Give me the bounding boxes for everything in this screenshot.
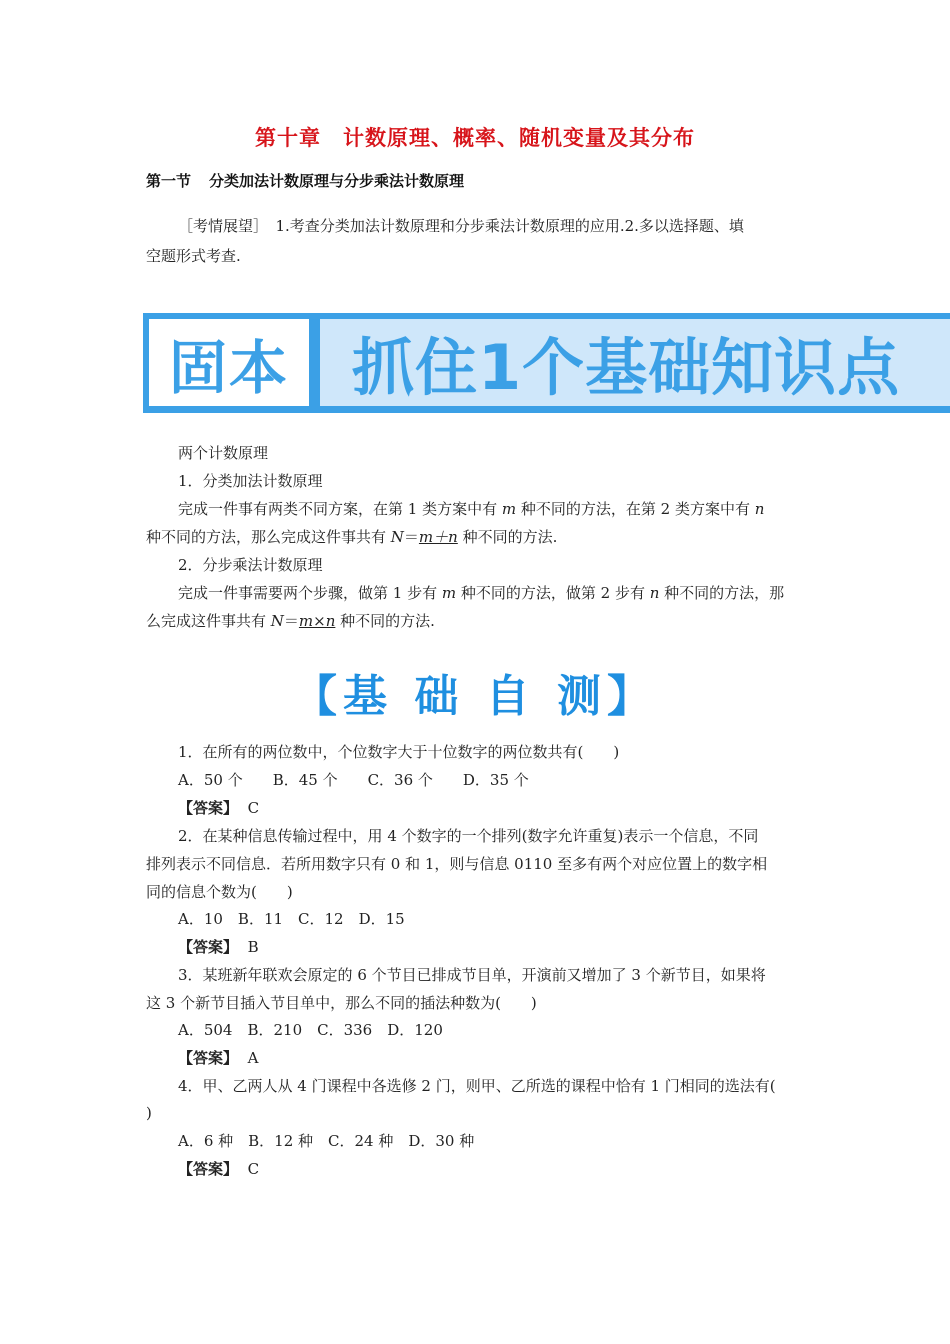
text-segment: 种不同的方法. <box>457 528 558 546</box>
question-4-stem-2: ) <box>146 1104 152 1122</box>
question-3-stem-2: 这 3 个新节目插入节目单中，那么不同的插法种数为( ) <box>146 994 537 1012</box>
text-segment: 种不同的方法，那么完成这件事共有 <box>146 528 391 546</box>
principle-1-title: 1．分类加法计数原理 <box>178 472 323 490</box>
answer-value: C <box>247 799 260 817</box>
section-name: 分类加法计数原理与分步乘法计数原理 <box>209 172 465 190</box>
text-segment: 种不同的方法，做第 2 步有 <box>456 584 650 602</box>
text-segment: 种不同的方法，那 <box>659 584 785 602</box>
question-4-stem-1: 4．甲、乙两人从 4 门课程中各选修 2 门，则甲、乙所选的课程中恰有 1 门相同的选法有( <box>178 1077 776 1095</box>
question-4-options: A．6 种 B．12 种 C．24 种 D．30 种 <box>178 1132 475 1150</box>
question-2-options: A．10 B．11 C．12 D．15 <box>178 910 405 928</box>
var-n: n <box>754 500 765 518</box>
text-segment: 完成一件事有两类不同方案，在第 1 类方案中有 <box>178 500 502 518</box>
var-N: N <box>390 528 404 546</box>
question-3-answer <box>178 1044 258 1072</box>
answer-label: 【答案】 <box>178 1049 239 1067</box>
var-N: N <box>270 612 284 630</box>
principle-1-line-1 <box>178 495 764 523</box>
question-3-options: A．504 B．210 C．336 D．120 <box>178 1021 443 1039</box>
var-n: n <box>649 584 660 602</box>
outlook-line-2: 空题形式考查. <box>146 247 241 265</box>
banner-left-panel <box>149 319 309 406</box>
question-1-answer <box>178 794 259 822</box>
equals-sign: ＝ <box>283 612 299 630</box>
text-segment: 种不同的方法，在第 2 类方案中有 <box>516 500 755 518</box>
principle-2-line-1 <box>178 579 784 607</box>
principle-2-title: 2．分步乘法计数原理 <box>178 556 323 574</box>
outlook-line-1: ［考情展望］ 1.考查分类加法计数原理和分步乘法计数原理的应用.2.多以选择题、填 <box>178 217 744 235</box>
question-3-stem-1: 3．某班新年联欢会原定的 6 个节目已排成节目单，开演前又增加了 3 个新节目，如果将 <box>178 966 766 984</box>
question-2-stem-1: 2．在某种信息传输过程中，用 4 个数字的一个排列(数字允许重复)表示一个信息，不同 <box>178 827 759 845</box>
section-title <box>146 170 464 191</box>
answer-label: 【答案】 <box>178 1160 239 1178</box>
question-2-stem-2: 排列表示不同信息．若所用数字只有 0 和 1，则与信息 0110 至多有两个对应位置上的数字相 <box>146 855 768 873</box>
question-4-answer <box>178 1155 259 1183</box>
principle-2-line-2 <box>146 607 435 635</box>
banner-right-text: 抓住1个基础知识点 <box>352 331 901 404</box>
basic-test-title: 【基 础 自 测】 <box>293 671 657 722</box>
text-segment: 么完成这件事共有 <box>146 612 271 630</box>
question-2-stem-3: 同的信息个数为( ) <box>146 883 293 901</box>
formula-product: m×n <box>298 612 336 630</box>
banner-right-panel <box>320 319 950 406</box>
question-1-stem: 1．在所有的两位数中，个位数字大于十位数字的两位数共有( ) <box>178 743 620 761</box>
principle-1-line-2 <box>146 523 557 551</box>
question-1-options: A．50 个 B．45 个 C．36 个 D．35 个 <box>178 771 529 789</box>
text-segment: 种不同的方法. <box>335 612 435 630</box>
answer-value: A <box>247 1049 259 1067</box>
section-number: 第一节 <box>146 172 192 190</box>
formula-sum: m＋n <box>418 528 458 546</box>
answer-label: 【答案】 <box>178 938 239 956</box>
banner-left-text: 固本 <box>168 333 289 402</box>
question-2-answer <box>178 933 259 961</box>
equals-sign: ＝ <box>403 528 419 546</box>
answer-value: C <box>247 1160 260 1178</box>
answer-label: 【答案】 <box>178 799 239 817</box>
var-m: m <box>441 584 457 602</box>
var-m: m <box>501 500 517 518</box>
chapter-title: 第十章 计数原理、概率、随机变量及其分布 <box>255 126 695 150</box>
principles-heading: 两个计数原理 <box>178 444 269 462</box>
text-segment: 完成一件事需要两个步骤，做第 1 步有 <box>178 584 442 602</box>
answer-value: B <box>247 938 259 956</box>
